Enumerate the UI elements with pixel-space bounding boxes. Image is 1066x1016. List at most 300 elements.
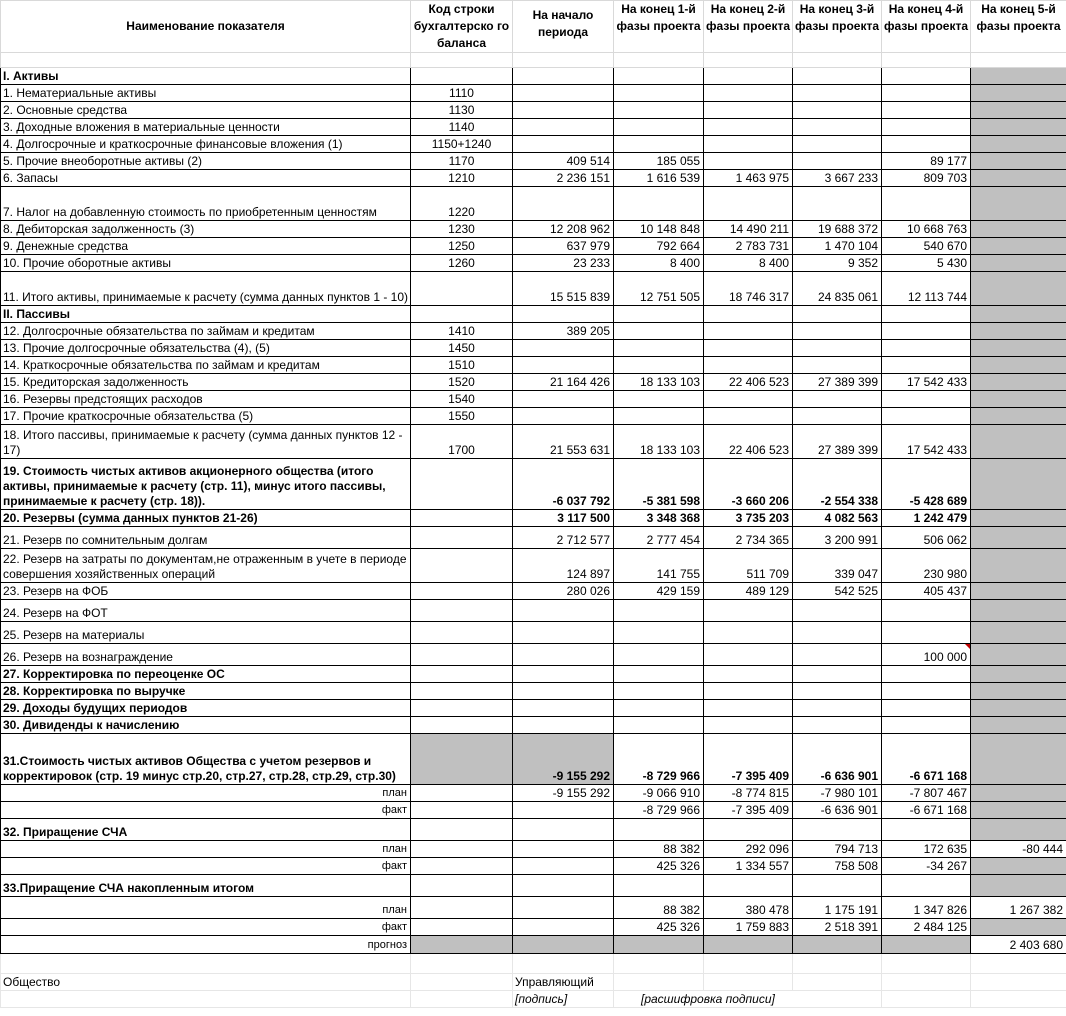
table-row xyxy=(1,600,1066,622)
value-cell: 24 835 061 xyxy=(793,272,882,306)
row-name: 17. Прочие краткосрочные обязательства (5) xyxy=(1,408,411,425)
row-name: 9. Денежные средства xyxy=(1,238,411,255)
value-cell: 405 437 xyxy=(882,583,971,600)
value-cell xyxy=(513,841,614,858)
value-cell xyxy=(704,323,793,340)
header-name: Наименование показателя xyxy=(1,1,411,53)
value-cell xyxy=(882,85,971,102)
row-sublabel: факт xyxy=(1,802,411,819)
table-row xyxy=(1,936,1066,954)
value-cell xyxy=(614,717,704,734)
value-cell xyxy=(704,644,793,666)
value-cell xyxy=(793,340,882,357)
company-label: Общество xyxy=(1,974,411,991)
value-cell: 230 980 xyxy=(882,549,971,583)
header-start: На начало периода xyxy=(513,1,614,53)
signature-hint-row xyxy=(1,991,1066,1008)
table-row xyxy=(1,340,1066,357)
value-cell xyxy=(513,666,614,683)
row-sublabel: прогноз xyxy=(1,936,411,954)
value-cell xyxy=(971,683,1066,700)
table-row xyxy=(1,700,1066,717)
value-cell xyxy=(971,717,1066,734)
value-cell xyxy=(614,408,704,425)
row-name: 1. Нематериальные активы xyxy=(1,85,411,102)
row-code xyxy=(411,527,513,549)
value-cell xyxy=(971,549,1066,583)
row-code: 1210 xyxy=(411,170,513,187)
row-code xyxy=(411,819,513,841)
value-cell xyxy=(704,153,793,170)
value-cell: -8 774 815 xyxy=(704,785,793,802)
value-cell: 172 635 xyxy=(882,841,971,858)
value-cell xyxy=(971,510,1066,527)
header-phase-2: На конец 2-й фазы проекта xyxy=(704,1,793,53)
row-name: 30. Дивиденды к начислению xyxy=(1,717,411,734)
row-name: 5. Прочие внеоборотные активы (2) xyxy=(1,153,411,170)
value-cell xyxy=(704,306,793,323)
value-cell xyxy=(971,875,1066,897)
row-name: 13. Прочие долгосрочные обязательства (4), (5) xyxy=(1,340,411,357)
row-name: 10. Прочие оборотные активы xyxy=(1,255,411,272)
table-row xyxy=(1,785,1066,802)
value-cell xyxy=(704,819,793,841)
value-cell: 12 751 505 xyxy=(614,272,704,306)
value-cell xyxy=(882,136,971,153)
value-cell xyxy=(513,102,614,119)
value-cell xyxy=(704,600,793,622)
value-cell xyxy=(513,306,614,323)
table-row xyxy=(1,102,1066,119)
value-cell: 12 208 962 xyxy=(513,221,614,238)
table-row xyxy=(1,425,1066,459)
value-cell xyxy=(614,68,704,85)
value-cell: 425 326 xyxy=(614,919,704,936)
value-cell xyxy=(971,644,1066,666)
value-cell: 3 200 991 xyxy=(793,527,882,549)
value-cell xyxy=(704,936,793,954)
table-row xyxy=(1,221,1066,238)
value-cell: 489 129 xyxy=(704,583,793,600)
row-code xyxy=(411,306,513,323)
value-cell: 425 326 xyxy=(614,858,704,875)
row-sublabel: план xyxy=(1,785,411,802)
row-name: 22. Резерв на затраты по документам,не отраженным в учете в периоде совершения хозяйственных операций xyxy=(1,549,411,583)
row-name: 14. Краткосрочные обязательства по займам и кредитам xyxy=(1,357,411,374)
value-cell: 88 382 xyxy=(614,841,704,858)
value-cell xyxy=(882,683,971,700)
value-cell xyxy=(704,875,793,897)
row-name: 6. Запасы xyxy=(1,170,411,187)
value-cell: 23 233 xyxy=(513,255,614,272)
value-cell: 409 514 xyxy=(513,153,614,170)
row-name: 25. Резерв на материалы xyxy=(1,622,411,644)
value-cell: 27 389 399 xyxy=(793,425,882,459)
table-row xyxy=(1,858,1066,875)
value-cell xyxy=(793,644,882,666)
row-sublabel: факт xyxy=(1,919,411,936)
row-code xyxy=(411,644,513,666)
value-cell: 339 047 xyxy=(793,549,882,583)
value-cell: 10 148 848 xyxy=(614,221,704,238)
value-cell: 1 267 382 xyxy=(971,897,1066,919)
value-cell xyxy=(513,858,614,875)
signature-row xyxy=(1,974,1066,991)
table-row xyxy=(1,68,1066,85)
value-cell xyxy=(971,255,1066,272)
row-code xyxy=(411,622,513,644)
table-row xyxy=(1,622,1066,644)
value-cell: 3 735 203 xyxy=(704,510,793,527)
table-row xyxy=(1,323,1066,340)
row-code xyxy=(411,700,513,717)
table-row xyxy=(1,644,1066,666)
table-row xyxy=(1,187,1066,221)
value-cell xyxy=(793,683,882,700)
table-row xyxy=(1,357,1066,374)
row-name: 16. Резервы предстоящих расходов xyxy=(1,391,411,408)
value-cell: -8 729 966 xyxy=(614,802,704,819)
value-cell xyxy=(614,357,704,374)
row-code: 1220 xyxy=(411,187,513,221)
row-code xyxy=(411,600,513,622)
row-code xyxy=(411,785,513,802)
value-cell: -7 395 409 xyxy=(704,802,793,819)
value-cell xyxy=(513,819,614,841)
row-code: 1250 xyxy=(411,238,513,255)
value-cell: 5 430 xyxy=(882,255,971,272)
value-cell xyxy=(971,802,1066,819)
spacer-row xyxy=(1,53,1066,68)
value-cell xyxy=(513,622,614,644)
table-row xyxy=(1,85,1066,102)
value-cell xyxy=(513,136,614,153)
value-cell xyxy=(971,221,1066,238)
value-cell: 18 133 103 xyxy=(614,374,704,391)
value-cell: 3 348 368 xyxy=(614,510,704,527)
row-code xyxy=(411,858,513,875)
value-cell: 88 382 xyxy=(614,897,704,919)
value-cell xyxy=(971,622,1066,644)
value-cell: 185 055 xyxy=(614,153,704,170)
row-name: I. Активы xyxy=(1,68,411,85)
value-cell xyxy=(971,700,1066,717)
value-cell: 3 667 233 xyxy=(793,170,882,187)
value-cell xyxy=(793,85,882,102)
value-cell: 8 400 xyxy=(614,255,704,272)
header-code: Код строки бухгалтерско го баланса xyxy=(411,1,513,53)
table-row xyxy=(1,170,1066,187)
value-cell xyxy=(513,340,614,357)
header-phase-4: На конец 4-й фазы проекта xyxy=(882,1,971,53)
value-cell: -6 671 168 xyxy=(882,734,971,785)
header-phase-3: На конец 3-й фазы проекта xyxy=(793,1,882,53)
header-row xyxy=(1,1,1066,53)
value-cell: 100 000 xyxy=(882,644,971,666)
value-cell: 280 026 xyxy=(513,583,614,600)
value-cell: 124 897 xyxy=(513,549,614,583)
row-code: 1700 xyxy=(411,425,513,459)
sign-hint: [подпись] xyxy=(513,991,614,1008)
value-cell: 2 403 680 xyxy=(971,936,1066,954)
value-cell xyxy=(971,425,1066,459)
value-cell xyxy=(971,102,1066,119)
table-row xyxy=(1,136,1066,153)
value-cell: 1 616 539 xyxy=(614,170,704,187)
table-row xyxy=(1,374,1066,391)
value-cell xyxy=(614,600,704,622)
value-cell xyxy=(704,187,793,221)
table-row xyxy=(1,583,1066,600)
value-cell xyxy=(614,622,704,644)
value-cell xyxy=(513,683,614,700)
value-cell xyxy=(882,391,971,408)
table-row xyxy=(1,238,1066,255)
value-cell: 15 515 839 xyxy=(513,272,614,306)
value-cell: 17 542 433 xyxy=(882,374,971,391)
value-cell xyxy=(614,936,704,954)
value-cell xyxy=(882,717,971,734)
value-cell xyxy=(971,306,1066,323)
row-code: 1550 xyxy=(411,408,513,425)
row-name: II. Пассивы xyxy=(1,306,411,323)
row-code: 1230 xyxy=(411,221,513,238)
value-cell xyxy=(971,583,1066,600)
table-row xyxy=(1,510,1066,527)
value-cell xyxy=(704,666,793,683)
table-body xyxy=(1,68,1066,954)
value-cell xyxy=(614,700,704,717)
value-cell xyxy=(971,272,1066,306)
table-row xyxy=(1,549,1066,583)
value-cell xyxy=(614,85,704,102)
row-name: 4. Долгосрочные и краткосрочные финансовые вложения (1) xyxy=(1,136,411,153)
value-cell xyxy=(793,717,882,734)
row-name: 32. Приращение СЧА xyxy=(1,819,411,841)
value-cell xyxy=(882,102,971,119)
table-row xyxy=(1,459,1066,510)
value-cell xyxy=(614,683,704,700)
value-cell: 2 484 125 xyxy=(882,919,971,936)
value-cell xyxy=(793,136,882,153)
row-name: 18. Итого пассивы, принимаемые к расчету (сумма данных пунктов 12 - 17) xyxy=(1,425,411,459)
value-cell xyxy=(614,819,704,841)
value-cell xyxy=(704,408,793,425)
value-cell xyxy=(793,600,882,622)
value-cell: -5 381 598 xyxy=(614,459,704,510)
row-code xyxy=(411,919,513,936)
value-cell xyxy=(704,119,793,136)
value-cell xyxy=(971,819,1066,841)
value-cell xyxy=(793,102,882,119)
value-cell: 27 389 399 xyxy=(793,374,882,391)
value-cell: 22 406 523 xyxy=(704,425,793,459)
value-cell xyxy=(793,819,882,841)
value-cell xyxy=(513,897,614,919)
value-cell xyxy=(971,323,1066,340)
value-cell: 540 670 xyxy=(882,238,971,255)
value-cell: 3 117 500 xyxy=(513,510,614,527)
value-cell xyxy=(793,306,882,323)
value-cell: 758 508 xyxy=(793,858,882,875)
row-code xyxy=(411,734,513,785)
row-code: 1450 xyxy=(411,340,513,357)
value-cell xyxy=(513,85,614,102)
value-cell xyxy=(793,622,882,644)
row-sublabel: факт xyxy=(1,858,411,875)
value-cell: -9 155 292 xyxy=(513,785,614,802)
value-cell xyxy=(971,527,1066,549)
value-cell xyxy=(882,936,971,954)
value-cell xyxy=(971,136,1066,153)
row-name: 20. Резервы (сумма данных пунктов 21-26) xyxy=(1,510,411,527)
value-cell: -7 980 101 xyxy=(793,785,882,802)
value-cell xyxy=(513,119,614,136)
row-name: 2. Основные средства xyxy=(1,102,411,119)
value-cell xyxy=(971,600,1066,622)
value-cell xyxy=(971,734,1066,785)
value-cell xyxy=(971,238,1066,255)
value-cell: -80 444 xyxy=(971,841,1066,858)
value-cell: -2 554 338 xyxy=(793,459,882,510)
value-cell xyxy=(882,357,971,374)
row-name: 7. Налог на добавленную стоимость по приобретенным ценностям xyxy=(1,187,411,221)
value-cell xyxy=(704,68,793,85)
value-cell xyxy=(513,700,614,717)
value-cell: -6 636 901 xyxy=(793,734,882,785)
value-cell: 21 553 631 xyxy=(513,425,614,459)
value-cell xyxy=(614,323,704,340)
value-cell xyxy=(793,119,882,136)
value-cell xyxy=(513,936,614,954)
value-cell xyxy=(704,622,793,644)
value-cell: -6 037 792 xyxy=(513,459,614,510)
value-cell: 429 159 xyxy=(614,583,704,600)
value-cell xyxy=(614,136,704,153)
value-cell xyxy=(971,187,1066,221)
value-cell xyxy=(971,374,1066,391)
value-cell: -5 428 689 xyxy=(882,459,971,510)
value-cell: 637 979 xyxy=(513,238,614,255)
value-cell xyxy=(882,600,971,622)
value-cell: 10 668 763 xyxy=(882,221,971,238)
decode-hint: [расшифровка подписи] xyxy=(614,991,882,1008)
row-code xyxy=(411,459,513,510)
table-row xyxy=(1,408,1066,425)
value-cell: 2 734 365 xyxy=(704,527,793,549)
value-cell xyxy=(793,408,882,425)
value-cell: 506 062 xyxy=(882,527,971,549)
value-cell xyxy=(614,187,704,221)
row-code xyxy=(411,666,513,683)
row-code xyxy=(411,583,513,600)
value-cell: 8 400 xyxy=(704,255,793,272)
value-cell xyxy=(614,340,704,357)
table-row xyxy=(1,717,1066,734)
value-cell xyxy=(793,391,882,408)
row-code: 1510 xyxy=(411,357,513,374)
value-cell xyxy=(882,622,971,644)
table-row xyxy=(1,255,1066,272)
value-cell: 2 777 454 xyxy=(614,527,704,549)
value-cell xyxy=(971,408,1066,425)
value-cell xyxy=(971,459,1066,510)
value-cell xyxy=(793,68,882,85)
value-cell xyxy=(513,391,614,408)
value-cell: 794 713 xyxy=(793,841,882,858)
value-cell xyxy=(513,357,614,374)
table-row xyxy=(1,919,1066,936)
value-cell xyxy=(971,85,1066,102)
value-cell: 4 082 563 xyxy=(793,510,882,527)
value-cell: -3 660 206 xyxy=(704,459,793,510)
row-code xyxy=(411,510,513,527)
value-cell: 1 347 826 xyxy=(882,897,971,919)
value-cell xyxy=(971,68,1066,85)
row-name: 26. Резерв на вознаграждение xyxy=(1,644,411,666)
row-code: 1540 xyxy=(411,391,513,408)
table-row xyxy=(1,527,1066,549)
value-cell xyxy=(704,136,793,153)
value-cell xyxy=(971,858,1066,875)
row-name: 27. Корректировка по переоценке ОС xyxy=(1,666,411,683)
table-row xyxy=(1,897,1066,919)
value-cell: 141 755 xyxy=(614,549,704,583)
row-sublabel: план xyxy=(1,897,411,919)
row-name: 33.Приращение СЧА накопленным итогом xyxy=(1,875,411,897)
value-cell xyxy=(614,666,704,683)
value-cell xyxy=(971,119,1066,136)
value-cell: 511 709 xyxy=(704,549,793,583)
value-cell xyxy=(793,187,882,221)
row-name: 21. Резерв по сомнительным долгам xyxy=(1,527,411,549)
value-cell xyxy=(513,408,614,425)
value-cell xyxy=(971,391,1066,408)
value-cell: -9 066 910 xyxy=(614,785,704,802)
row-code xyxy=(411,875,513,897)
value-cell xyxy=(513,802,614,819)
row-name: 12. Долгосрочные обязательства по займам и кредитам xyxy=(1,323,411,340)
value-cell: 19 688 372 xyxy=(793,221,882,238)
value-cell xyxy=(793,323,882,340)
value-cell xyxy=(614,102,704,119)
row-name: 19. Стоимость чистых активов акционерного общества (итого активы, принимаемые к расчету (стр. 11), минус итого пассивы, принимаемые к расчету (стр. 18)). xyxy=(1,459,411,510)
header-phase-5: На конец 5-й фазы проекта xyxy=(971,1,1066,53)
row-code xyxy=(411,272,513,306)
row-code xyxy=(411,841,513,858)
table-row xyxy=(1,119,1066,136)
value-cell xyxy=(971,919,1066,936)
value-cell xyxy=(882,187,971,221)
value-cell: 21 164 426 xyxy=(513,374,614,391)
table-row xyxy=(1,841,1066,858)
value-cell xyxy=(704,85,793,102)
value-cell xyxy=(882,68,971,85)
value-cell: -9 155 292 xyxy=(513,734,614,785)
value-cell xyxy=(882,819,971,841)
value-cell xyxy=(704,700,793,717)
value-cell: 809 703 xyxy=(882,170,971,187)
value-cell xyxy=(513,644,614,666)
value-cell: 2 236 151 xyxy=(513,170,614,187)
value-cell xyxy=(971,357,1066,374)
row-code: 1140 xyxy=(411,119,513,136)
value-cell: 292 096 xyxy=(704,841,793,858)
value-cell: -6 636 901 xyxy=(793,802,882,819)
value-cell: 1 463 975 xyxy=(704,170,793,187)
value-cell: 1 175 191 xyxy=(793,897,882,919)
value-cell xyxy=(513,68,614,85)
